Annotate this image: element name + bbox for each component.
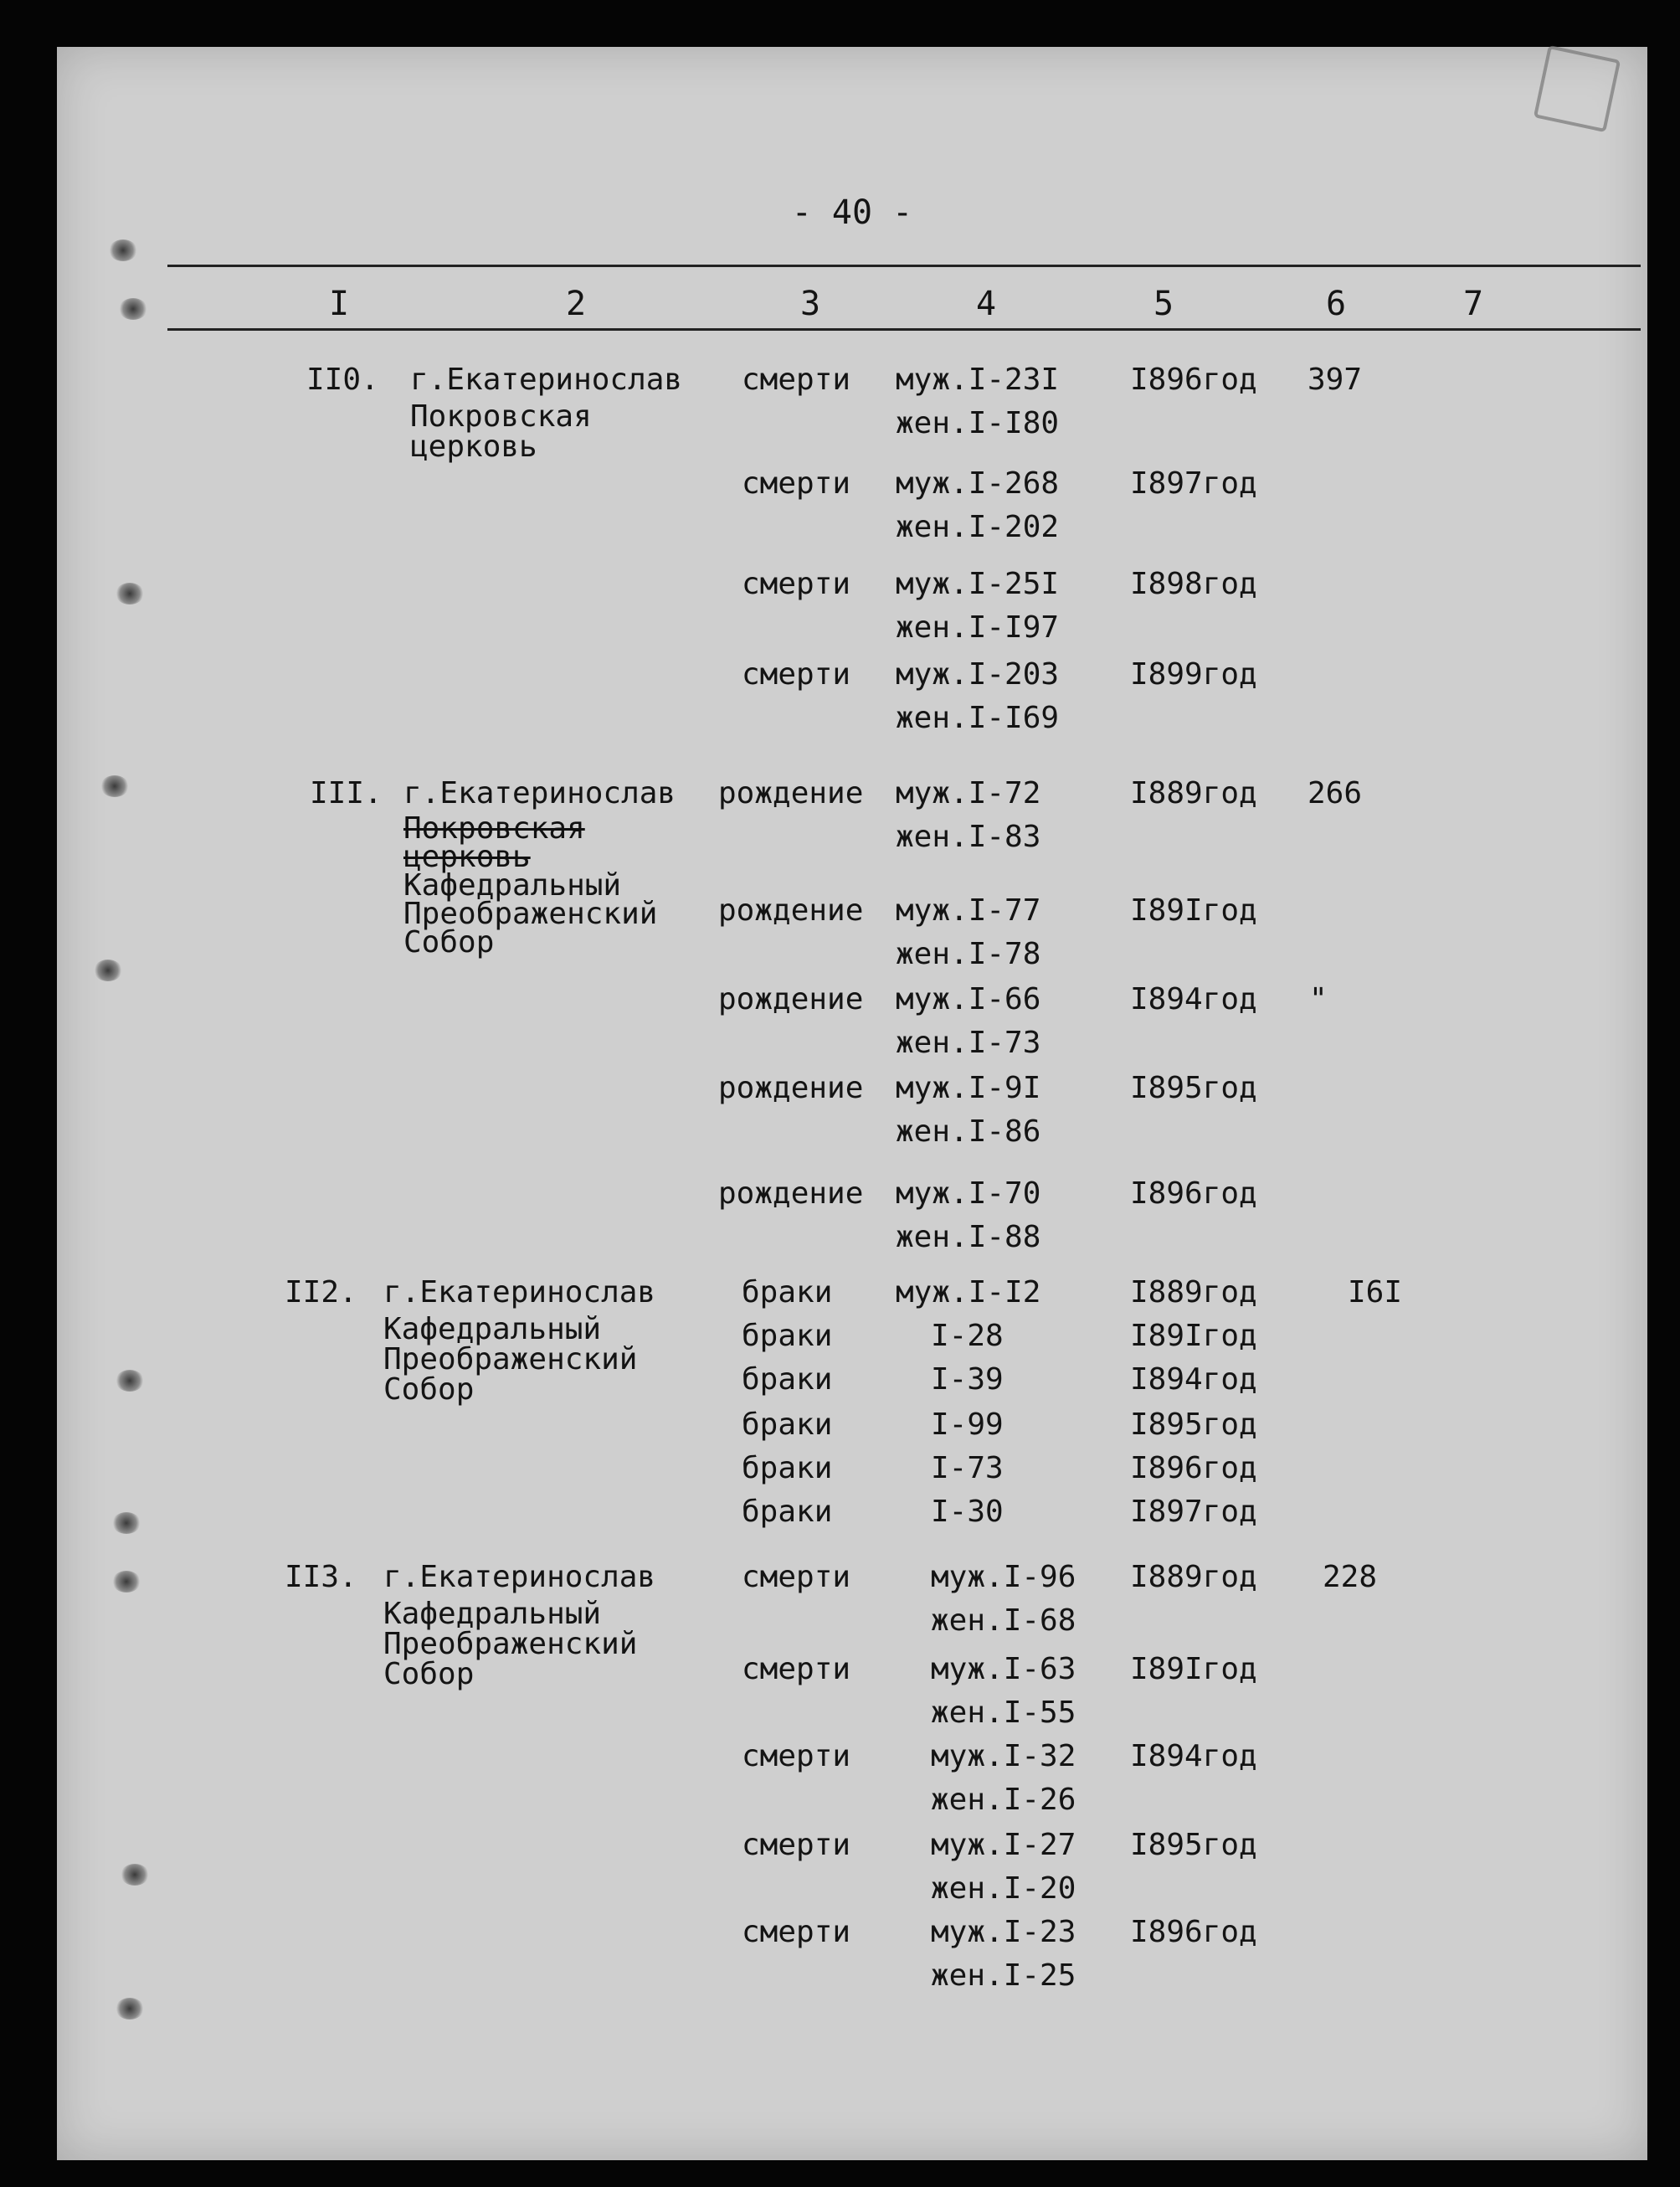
row-number: II0.: [306, 363, 379, 397]
column-number: 5: [1153, 285, 1174, 323]
record-type: рождение: [718, 893, 864, 928]
record-year: I894год: [1130, 1362, 1257, 1397]
record-year: I897год: [1130, 1495, 1257, 1529]
register-numbers: муж.I-25I: [896, 567, 1060, 601]
punch-hole: [94, 960, 122, 981]
place-name-line: Собор: [383, 1372, 475, 1407]
record-type: рождение: [718, 776, 864, 810]
column-number: I: [328, 285, 350, 323]
page-number: - 40 -: [791, 193, 913, 232]
place-name-line: Преображенский: [403, 897, 658, 931]
header-rule-bottom: [167, 328, 1641, 331]
register-numbers: муж.I-96: [931, 1560, 1076, 1594]
record-year: I894год: [1130, 982, 1257, 1016]
record-type: рождение: [718, 1071, 864, 1105]
register-numbers: муж.I-268: [896, 466, 1060, 501]
record-year: I895год: [1130, 1071, 1257, 1105]
record-type: смерти: [742, 567, 851, 601]
place-name-line: г.Екатеринослав: [403, 776, 676, 810]
record-count: 228: [1323, 1560, 1378, 1594]
register-numbers: жен.I-I80: [896, 406, 1060, 440]
record-year: I889год: [1130, 1560, 1257, 1594]
register-numbers: жен.I-I69: [896, 701, 1060, 735]
record-type: смерти: [742, 466, 851, 501]
punch-hole: [116, 583, 144, 605]
record-year: I896год: [1130, 1451, 1257, 1485]
record-year: I894год: [1130, 1739, 1257, 1773]
record-type: смерти: [742, 363, 851, 397]
record-count: 397: [1308, 363, 1363, 397]
punch-hole: [109, 239, 137, 261]
record-year: I896год: [1130, 1915, 1257, 1949]
column-number: 4: [975, 285, 997, 323]
place-name-line: Кафедральный: [403, 868, 622, 903]
record-type: смерти: [742, 1739, 851, 1773]
register-numbers: I-99: [931, 1407, 1004, 1442]
register-numbers: жен.I-20: [931, 1871, 1076, 1906]
place-name-line: Кафедральный: [383, 1312, 602, 1346]
place-name-line: Преображенский: [383, 1627, 638, 1661]
folded-corner: [1534, 45, 1621, 132]
register-numbers: муж.I-23: [931, 1915, 1076, 1949]
record-year: I889год: [1130, 1275, 1257, 1310]
punch-hole: [100, 775, 129, 797]
record-type: браки: [742, 1362, 833, 1397]
place-name-line: г.Екатеринослав: [410, 363, 683, 397]
register-numbers: жен.I-68: [931, 1603, 1076, 1638]
record-count: 266: [1308, 776, 1363, 810]
place-name-line: Покровская: [403, 811, 585, 846]
register-numbers: жен.I-202: [896, 510, 1060, 544]
record-year: I896год: [1130, 1176, 1257, 1211]
punch-hole: [119, 298, 147, 320]
record-year: I898год: [1130, 567, 1257, 601]
punch-hole: [116, 1998, 144, 2020]
header-rule-top: [167, 265, 1641, 267]
record-count: I6I: [1348, 1275, 1403, 1310]
register-numbers: жен.I-55: [931, 1696, 1076, 1730]
place-name-line: г.Екатеринослав: [383, 1275, 656, 1310]
record-year: I899год: [1130, 657, 1257, 692]
register-numbers: муж.I-63: [931, 1652, 1076, 1686]
row-number: II2.: [285, 1275, 357, 1310]
row-number: III.: [310, 776, 383, 810]
column-number: 6: [1325, 285, 1347, 323]
record-type: рождение: [718, 1176, 864, 1211]
register-numbers: муж.I-72: [896, 776, 1041, 810]
register-numbers: муж.I-77: [896, 893, 1041, 928]
record-year: I895год: [1130, 1828, 1257, 1862]
register-numbers: муж.I-27: [931, 1828, 1076, 1862]
register-numbers: I-39: [931, 1362, 1004, 1397]
record-type: смерти: [742, 1915, 851, 1949]
place-name-line: г.Екатеринослав: [383, 1560, 656, 1594]
register-numbers: муж.I-203: [896, 657, 1060, 692]
register-numbers: жен.I-86: [896, 1114, 1041, 1149]
record-year: I89Iгод: [1130, 1319, 1257, 1353]
record-count-ditto: ": [1309, 982, 1328, 1016]
register-numbers: I-30: [931, 1495, 1004, 1529]
column-number: 3: [799, 285, 821, 323]
record-year: I889год: [1130, 776, 1257, 810]
register-numbers: муж.I-9I: [896, 1071, 1041, 1105]
punch-hole: [112, 1512, 141, 1534]
record-type: браки: [742, 1451, 833, 1485]
register-numbers: жен.I-78: [896, 937, 1041, 971]
record-type: смерти: [742, 1560, 851, 1594]
record-type: браки: [742, 1319, 833, 1353]
row-number: II3.: [285, 1560, 357, 1594]
record-year: I89Iгод: [1130, 1652, 1257, 1686]
register-numbers: I-28: [931, 1319, 1004, 1353]
column-number: 7: [1462, 285, 1484, 323]
record-type: рождение: [718, 982, 864, 1016]
record-year: I897год: [1130, 466, 1257, 501]
punch-hole: [112, 1571, 141, 1593]
record-type: браки: [742, 1495, 833, 1529]
record-type: смерти: [742, 657, 851, 692]
record-type: смерти: [742, 1828, 851, 1862]
punch-hole: [116, 1370, 144, 1392]
register-numbers: жен.I-73: [896, 1026, 1041, 1060]
record-year: I896год: [1130, 363, 1257, 397]
register-numbers: муж.I-I2: [896, 1275, 1041, 1310]
record-year: I89Iгод: [1130, 893, 1257, 928]
punch-hole: [121, 1864, 149, 1886]
record-type: смерти: [742, 1652, 851, 1686]
record-type: браки: [742, 1407, 833, 1442]
record-year: I895год: [1130, 1407, 1257, 1442]
place-name-line: Собор: [403, 925, 495, 960]
place-name-line: Собор: [383, 1657, 475, 1691]
column-number: 2: [565, 285, 587, 323]
place-name-line: Кафедральный: [383, 1597, 602, 1631]
register-numbers: жен.I-88: [896, 1220, 1041, 1254]
register-numbers: жен.I-I97: [896, 610, 1060, 645]
register-numbers: муж.I-66: [896, 982, 1041, 1016]
register-numbers: муж.I-32: [931, 1739, 1076, 1773]
place-name-line: Преображенский: [383, 1342, 638, 1377]
register-numbers: муж.I-70: [896, 1176, 1041, 1211]
place-name-line: церковь: [410, 430, 537, 464]
register-numbers: жен.I-25: [931, 1958, 1076, 1993]
register-numbers: жен.I-83: [896, 820, 1041, 854]
register-numbers: жен.I-26: [931, 1783, 1076, 1817]
record-type: браки: [742, 1275, 833, 1310]
register-numbers: муж.I-23I: [896, 363, 1060, 397]
place-name-line: церковь: [403, 840, 531, 874]
place-name-line: Покровская: [410, 399, 592, 434]
register-numbers: I-73: [931, 1451, 1004, 1485]
